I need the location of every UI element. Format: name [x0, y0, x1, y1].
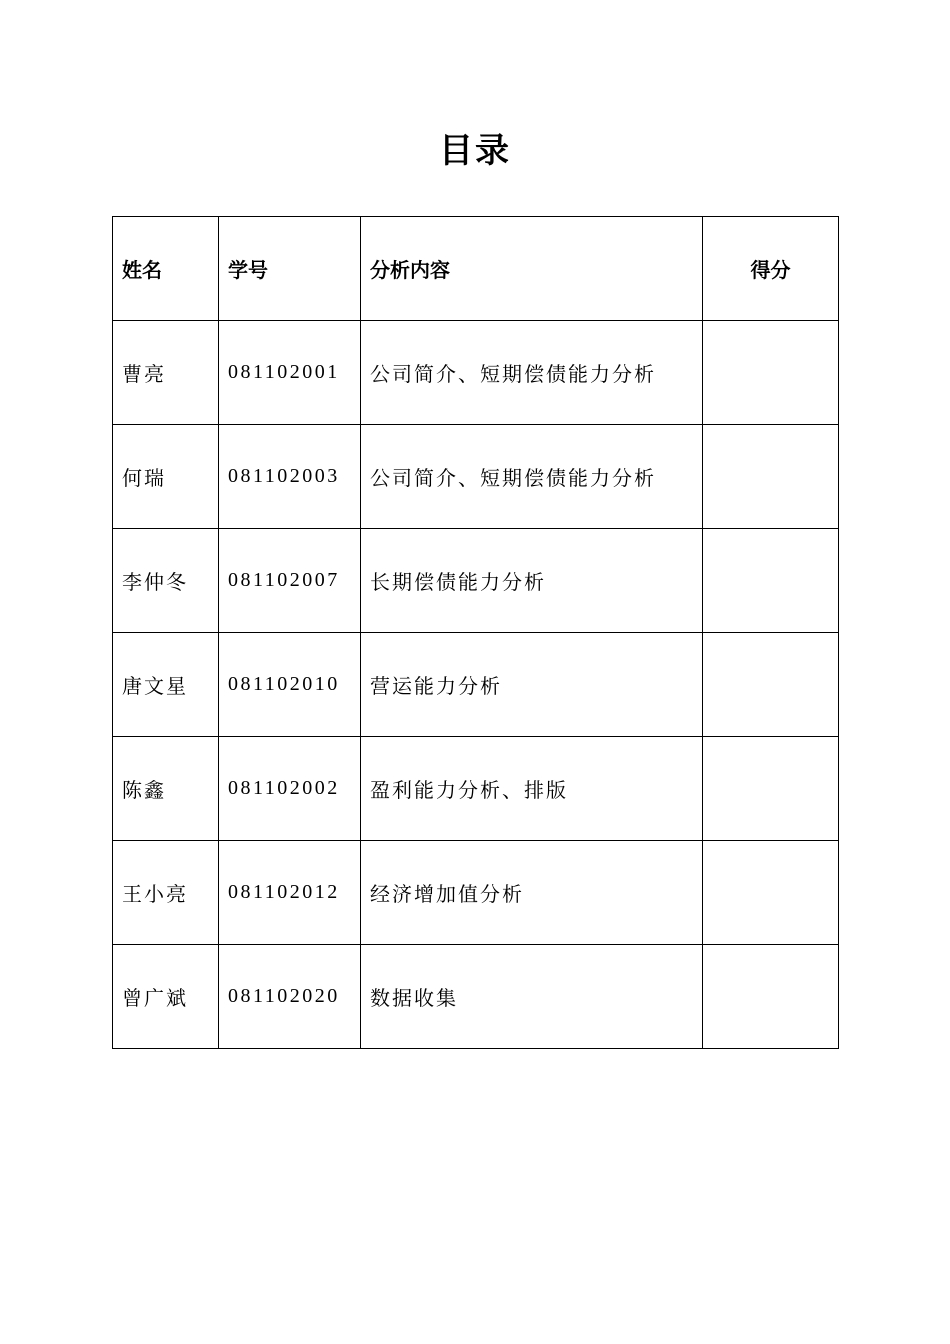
contents-table — [112, 216, 839, 1049]
header-score: 得分 — [703, 217, 839, 321]
cell-name: 王小亮 — [113, 841, 219, 945]
table-row — [113, 737, 839, 841]
cell-content: 长期偿债能力分析 — [361, 529, 703, 633]
cell-content: 盈利能力分析、排版 — [361, 737, 703, 841]
table-header-row — [113, 217, 839, 321]
cell-score — [703, 945, 839, 1049]
cell-score — [703, 529, 839, 633]
cell-name: 曾广斌 — [113, 945, 219, 1049]
cell-student-id: 081102003 — [219, 425, 361, 529]
cell-name: 陈鑫 — [113, 737, 219, 841]
table-row — [113, 321, 839, 425]
cell-student-id: 081102010 — [219, 633, 361, 737]
cell-content: 经济增加值分析 — [361, 841, 703, 945]
cell-name: 唐文星 — [113, 633, 219, 737]
cell-name: 何瑞 — [113, 425, 219, 529]
cell-student-id: 081102001 — [219, 321, 361, 425]
cell-name: 曹亮 — [113, 321, 219, 425]
cell-score — [703, 841, 839, 945]
cell-student-id: 081102002 — [219, 737, 361, 841]
cell-score — [703, 321, 839, 425]
table-row — [113, 841, 839, 945]
cell-score — [703, 737, 839, 841]
cell-name: 李仲冬 — [113, 529, 219, 633]
table-row — [113, 633, 839, 737]
table-row — [113, 425, 839, 529]
table-row — [113, 529, 839, 633]
cell-student-id: 081102020 — [219, 945, 361, 1049]
header-student-id: 学号 — [219, 217, 361, 321]
cell-content: 营运能力分析 — [361, 633, 703, 737]
cell-content: 公司简介、短期偿债能力分析 — [361, 321, 703, 425]
page-title: 目录 — [439, 131, 511, 171]
cell-score — [703, 425, 839, 529]
cell-student-id: 081102007 — [219, 529, 361, 633]
header-content: 分析内容 — [361, 217, 703, 321]
cell-content: 数据收集 — [361, 945, 703, 1049]
cell-student-id: 081102012 — [219, 841, 361, 945]
cell-score — [703, 633, 839, 737]
cell-content: 公司简介、短期偿债能力分析 — [361, 425, 703, 529]
header-name: 姓名 — [113, 217, 219, 321]
table-row — [113, 945, 839, 1049]
